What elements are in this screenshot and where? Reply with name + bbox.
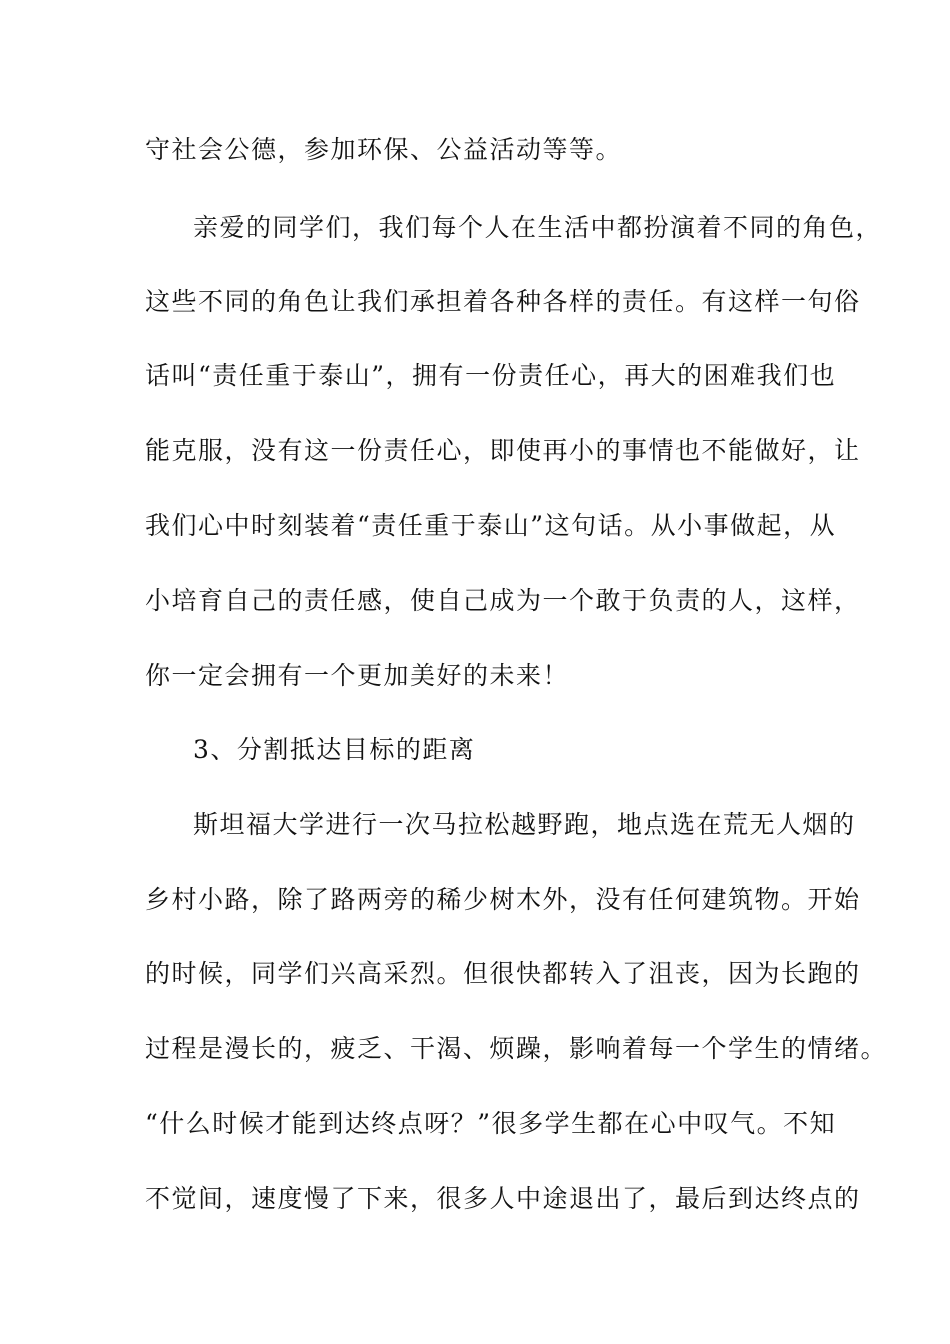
- text-line: 能克服，没有这一份责任心，即使再小的事情也不能做好，让: [145, 436, 861, 465]
- text-line: 话叫“责任重于泰山”，拥有一份责任心，再大的困难我们也: [145, 361, 837, 390]
- text-line: 我们心中时刻装着“责任重于泰山”这句话。从小事做起，从: [145, 511, 837, 540]
- section-heading: 3、分割抵达目标的距离: [193, 735, 476, 764]
- text-line: 小培育自己的责任感，使自己成为一个敢于负责的人，这样，: [145, 586, 861, 615]
- text-line: “什么时候才能到达终点呀？”很多学生都在心中叹气。不知: [145, 1109, 837, 1138]
- text-line: 的时候，同学们兴高采烈。但很快都转入了沮丧，因为长跑的: [145, 959, 861, 988]
- text-line: 这些不同的角色让我们承担着各种各样的责任。有这样一句俗: [145, 287, 861, 316]
- text-line: 你一定会拥有一个更加美好的未来！: [145, 661, 570, 690]
- text-line: 过程是漫长的，疲乏、干渴、烦躁，影响着每一个学生的情绪。: [145, 1034, 888, 1063]
- text-line: 乡村小路，除了路两旁的稀少树木外，没有任何建筑物。开始: [145, 885, 861, 914]
- paragraph-start-line: 斯坦福大学进行一次马拉松越野跑，地点选在荒无人烟的: [193, 810, 856, 839]
- text-line: 守社会公德，参加环保、公益活动等等。: [145, 135, 623, 164]
- paragraph-start-line: 亲爱的同学们，我们每个人在生活中都扮演着不同的角色，: [193, 213, 883, 242]
- text-line: 不觉间，速度慢了下来，很多人中途退出了，最后到达终点的: [145, 1184, 861, 1213]
